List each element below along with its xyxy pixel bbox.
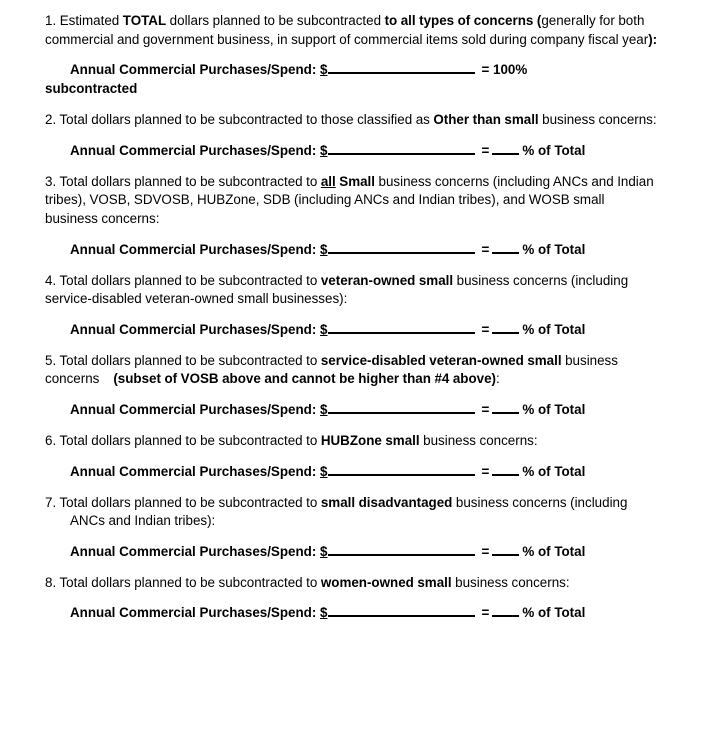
prompt-text: 4. xyxy=(45,272,60,288)
dollar-sign: $ xyxy=(320,543,328,559)
spacer xyxy=(0,229,704,240)
percent-blank-field[interactable] xyxy=(492,463,519,476)
question-prompt xyxy=(45,494,660,531)
spacer xyxy=(0,561,704,574)
question-prompt xyxy=(45,272,660,309)
prompt-text: : xyxy=(496,371,500,387)
question-prompt xyxy=(45,352,660,389)
emphasis-text: small disadvantaged xyxy=(320,494,453,510)
question-block-4 xyxy=(0,272,704,339)
prompt-text: business concerns (including ANCs and Indian tribes), VOSB, SDVOSB, HUBZone, SDB (including ANCs and Indian tribes), and WOSB small business concerns: xyxy=(45,173,654,226)
answer-line xyxy=(45,141,696,160)
percent-blank-field[interactable] xyxy=(492,321,519,334)
answer-line xyxy=(45,320,696,339)
percent-blank-field[interactable] xyxy=(492,604,519,617)
percent-of-total-label: % of Total xyxy=(522,142,586,158)
prompt-text: Total dollars planned to be subcontracted to xyxy=(59,352,321,368)
spacer xyxy=(0,339,704,352)
percent-of-total-label: % of Total xyxy=(522,321,586,337)
answer-label: Annual Commercial Purchases/Spend: xyxy=(70,605,317,621)
spacer xyxy=(0,481,704,494)
prompt-text: 2. xyxy=(45,112,60,128)
dollar-sign: $ xyxy=(320,142,328,158)
percent-of-total-label: % of Total xyxy=(522,241,586,257)
answer-line xyxy=(45,400,696,419)
percent-of-total-label: % of Total xyxy=(522,401,586,417)
amount-blank-field[interactable] xyxy=(328,61,475,74)
spacer xyxy=(0,49,704,60)
answer-line xyxy=(45,240,696,259)
emphasis-text: service-disabled veteran-owned small xyxy=(320,352,562,368)
equals-sign: = xyxy=(481,142,490,158)
emphasis-text: ): xyxy=(648,31,658,47)
prompt-text: 3. xyxy=(45,173,60,189)
question-prompt xyxy=(45,173,660,229)
emphasis-text: TOTAL xyxy=(122,13,167,28)
answer-label: Annual Commercial Purchases/Spend: xyxy=(70,463,317,479)
question-block-5 xyxy=(0,352,704,419)
prompt-text: business concerns xyxy=(45,352,618,387)
answer-label: Annual Commercial Purchases/Spend: xyxy=(70,543,317,559)
amount-blank-field[interactable] xyxy=(328,401,475,414)
emphasis-text: veteran-owned small xyxy=(320,272,454,288)
emphasis-text: to all types of concerns xyxy=(384,13,534,28)
prompt-text: business concerns: xyxy=(451,574,570,590)
amount-blank-field[interactable] xyxy=(328,321,475,334)
question-prompt xyxy=(45,111,660,130)
equals-sign: = xyxy=(481,463,490,479)
spacer xyxy=(0,389,704,400)
prompt-text: business concerns: xyxy=(419,432,538,448)
emphasis-underlined-text: all xyxy=(320,173,336,189)
question-block-7 xyxy=(0,494,704,561)
question-block-8 xyxy=(0,574,704,623)
percent-blank-field[interactable] xyxy=(492,401,519,414)
percent-of-total-label: % of Total xyxy=(522,543,586,559)
dollar-sign: $ xyxy=(320,241,328,257)
equals-sign: = xyxy=(481,543,490,559)
question-block-1 xyxy=(0,12,704,98)
answer-line xyxy=(45,462,696,481)
prompt-text: Total dollars planned to be subcontracted to xyxy=(59,272,321,288)
dollar-sign: $ xyxy=(320,605,328,621)
question-block-6 xyxy=(0,432,704,481)
spacer xyxy=(0,592,704,603)
prompt-text: dollars planned to be subcontracted xyxy=(166,13,385,28)
prompt-text: Total dollars planned to be subcontracted to xyxy=(59,432,321,448)
question-prompt xyxy=(45,432,660,451)
amount-blank-field[interactable] xyxy=(328,604,475,617)
answer-label: Annual Commercial Purchases/Spend: xyxy=(70,321,317,337)
emphasis-text: Other than small xyxy=(433,112,539,128)
prompt-text: generally for both commercial and government business, in support of commercial items sold during company fiscal year xyxy=(45,13,649,47)
prompt-text: business concerns (including ANCs and Indian tribes): xyxy=(70,494,628,529)
prompt-text: 8. xyxy=(45,574,60,590)
spacer xyxy=(0,451,704,462)
spacer xyxy=(0,259,704,272)
amount-blank-field[interactable] xyxy=(328,463,475,476)
question-prompt xyxy=(45,574,660,593)
prompt-text: Total dollars planned to be subcontracted to xyxy=(59,574,321,590)
question-block-2 xyxy=(0,111,704,160)
question-list xyxy=(0,12,704,622)
question-block-3 xyxy=(0,173,704,259)
answer-label: Annual Commercial Purchases/Spend: xyxy=(70,241,317,257)
percent-blank-field[interactable] xyxy=(492,543,519,556)
spacer xyxy=(0,419,704,432)
prompt-text: 7. xyxy=(45,494,60,510)
answer-continuation: subcontracted xyxy=(45,81,138,97)
spacer xyxy=(0,160,704,173)
dollar-sign: $ xyxy=(320,321,328,337)
prompt-text: 5. xyxy=(45,352,60,368)
percent-blank-field[interactable] xyxy=(492,142,519,155)
amount-blank-field[interactable] xyxy=(328,142,475,155)
equals-sign: = xyxy=(481,401,490,417)
prompt-text: 1. xyxy=(45,13,60,28)
prompt-text: Total dollars planned to be subcontracted to xyxy=(59,173,321,189)
dollar-sign: $ xyxy=(320,62,328,78)
spacer xyxy=(0,98,704,111)
answer-label: Annual Commercial Purchases/Spend: xyxy=(70,62,317,78)
emphasis-text: ( xyxy=(536,13,542,28)
equals-sign: = xyxy=(481,241,490,257)
prompt-text: business concerns (including service-disabled veteran-owned small businesses): xyxy=(45,272,629,307)
emphasis-text: HUBZone small xyxy=(320,432,420,448)
answer-line xyxy=(45,603,696,622)
emphasis-text: women-owned small xyxy=(320,574,452,590)
equals-sign: = xyxy=(481,605,490,621)
percent-of-total-label: % of Total xyxy=(522,605,586,621)
spacer xyxy=(0,309,704,320)
prompt-text: business concerns: xyxy=(538,112,657,128)
fixed-percent-text: = 100% xyxy=(481,62,528,78)
prompt-text: Total dollars planned to be subcontracted to xyxy=(59,494,321,510)
prompt-text: Total dollars planned to be subcontracted to those classified as xyxy=(59,112,434,128)
dollar-sign: $ xyxy=(320,463,328,479)
prompt-text: Estimated xyxy=(59,13,123,28)
emphasis-text: Small xyxy=(339,173,375,189)
spacer xyxy=(0,130,704,141)
emphasis-text: (subset of VOSB above and cannot be higher than #4 above) xyxy=(113,371,497,387)
amount-blank-field[interactable] xyxy=(328,241,475,254)
answer-line xyxy=(45,542,696,561)
amount-blank-field[interactable] xyxy=(328,543,475,556)
question-prompt xyxy=(45,12,660,49)
answer-label: Annual Commercial Purchases/Spend: xyxy=(70,401,317,417)
prompt-text: 6. xyxy=(45,432,60,448)
equals-sign: = xyxy=(481,321,490,337)
percent-blank-field[interactable] xyxy=(492,241,519,254)
percent-of-total-label: % of Total xyxy=(522,463,586,479)
dollar-sign: $ xyxy=(320,401,328,417)
answer-label: Annual Commercial Purchases/Spend: xyxy=(70,142,317,158)
answer-line xyxy=(45,60,696,79)
spacer xyxy=(0,531,704,542)
